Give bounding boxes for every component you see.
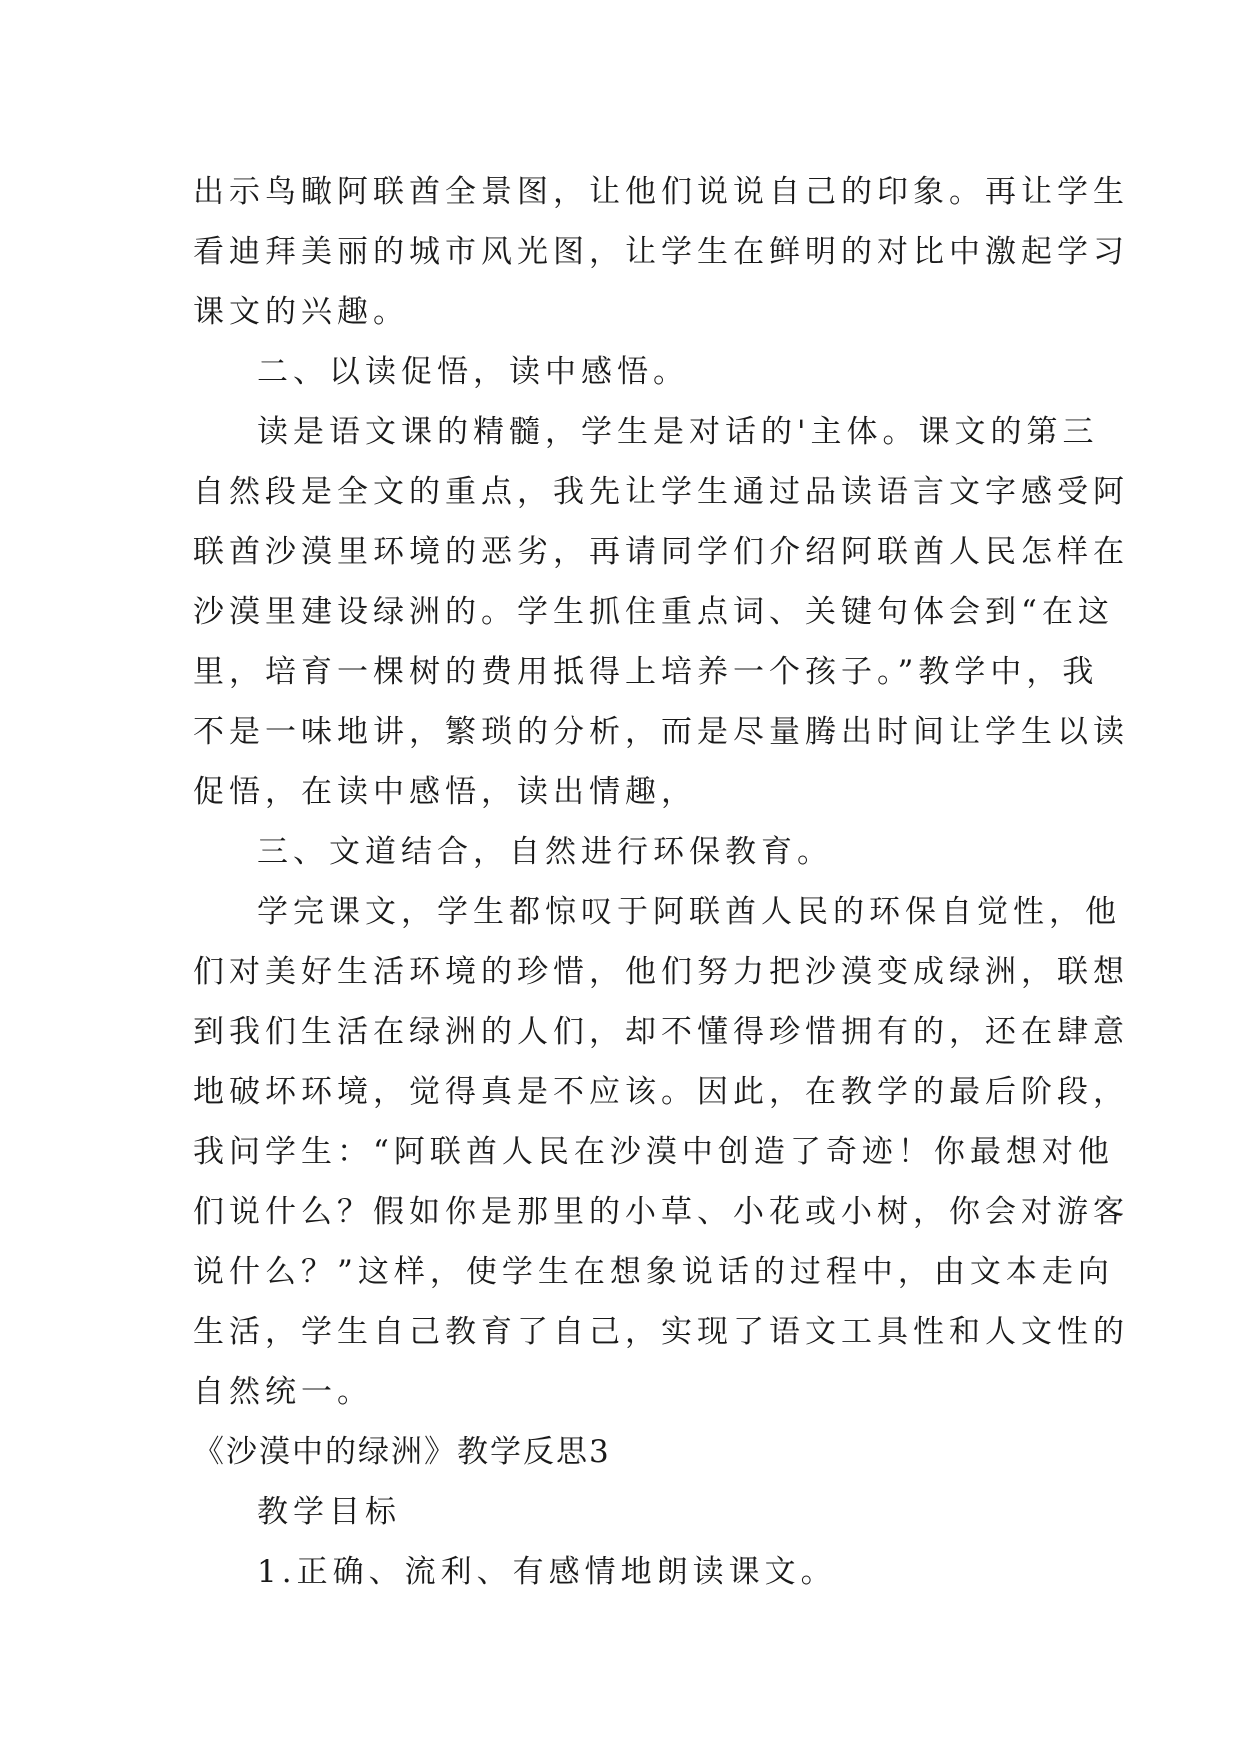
section-heading-3: 三、文道结合，自然进行环保教育。	[257, 834, 833, 870]
text-line: 生活，学生自己教育了自己，实现了语文工具性和人文性的	[193, 1314, 1129, 1350]
text-line: 自然段是全文的重点，我先让学生通过品读语言文字感受阿	[193, 474, 1129, 510]
text-line: 促悟，在读中感悟，读出情趣，	[193, 774, 697, 810]
article-title: 《沙漠中的绿洲》教学反思3	[193, 1434, 611, 1470]
text-line: 学完课文，学生都惊叹于阿联酋人民的环保自觉性，他	[257, 894, 1121, 930]
text-line: 读是语文课的精髓，学生是对话的'主体。课文的第三	[257, 414, 1099, 450]
text-line: 里，培育一棵树的费用抵得上培养一个孩子。”教学中，我	[193, 654, 1099, 690]
text-line: 课文的兴趣。	[193, 294, 409, 330]
text-line: 地破坏环境，觉得真是不应该。因此，在教学的最后阶段，	[193, 1074, 1129, 1110]
text-line: 不是一味地讲，繁琐的分析，而是尽量腾出时间让学生以读	[193, 714, 1129, 750]
document-body	[193, 162, 1129, 1602]
text-line: 们说什么？假如你是那里的小草、小花或小树，你会对游客	[193, 1194, 1129, 1230]
text-line: 们对美好生活环境的珍惜，他们努力把沙漠变成绿洲，联想	[193, 954, 1129, 990]
text-line: 沙漠里建设绿洲的。学生抓住重点词、关键句体会到“在这	[193, 594, 1114, 630]
section-heading-2: 二、以读促悟，读中感悟。	[257, 354, 689, 390]
text-line: 我问学生：“阿联酋人民在沙漠中创造了奇迹！你最想对他	[193, 1134, 1114, 1170]
list-item: 1.正确、流利、有感情地朗读课文。	[257, 1554, 837, 1590]
text-line: 到我们生活在绿洲的人们，却不懂得珍惜拥有的，还在肆意	[193, 1014, 1129, 1050]
text-line: 看迪拜美丽的城市风光图，让学生在鲜明的对比中激起学习	[193, 234, 1129, 270]
text-line: 说什么？”这样，使学生在想象说话的过程中，由文本走向	[193, 1254, 1114, 1290]
text-line: 自然统一。	[193, 1374, 373, 1410]
subheading-teaching-goals: 教学目标	[257, 1494, 401, 1530]
text-line: 联酋沙漠里环境的恶劣，再请同学们介绍阿联酋人民怎样在	[193, 534, 1129, 570]
text-line: 出示鸟瞰阿联酋全景图，让他们说说自己的印象。再让学生	[193, 174, 1129, 210]
